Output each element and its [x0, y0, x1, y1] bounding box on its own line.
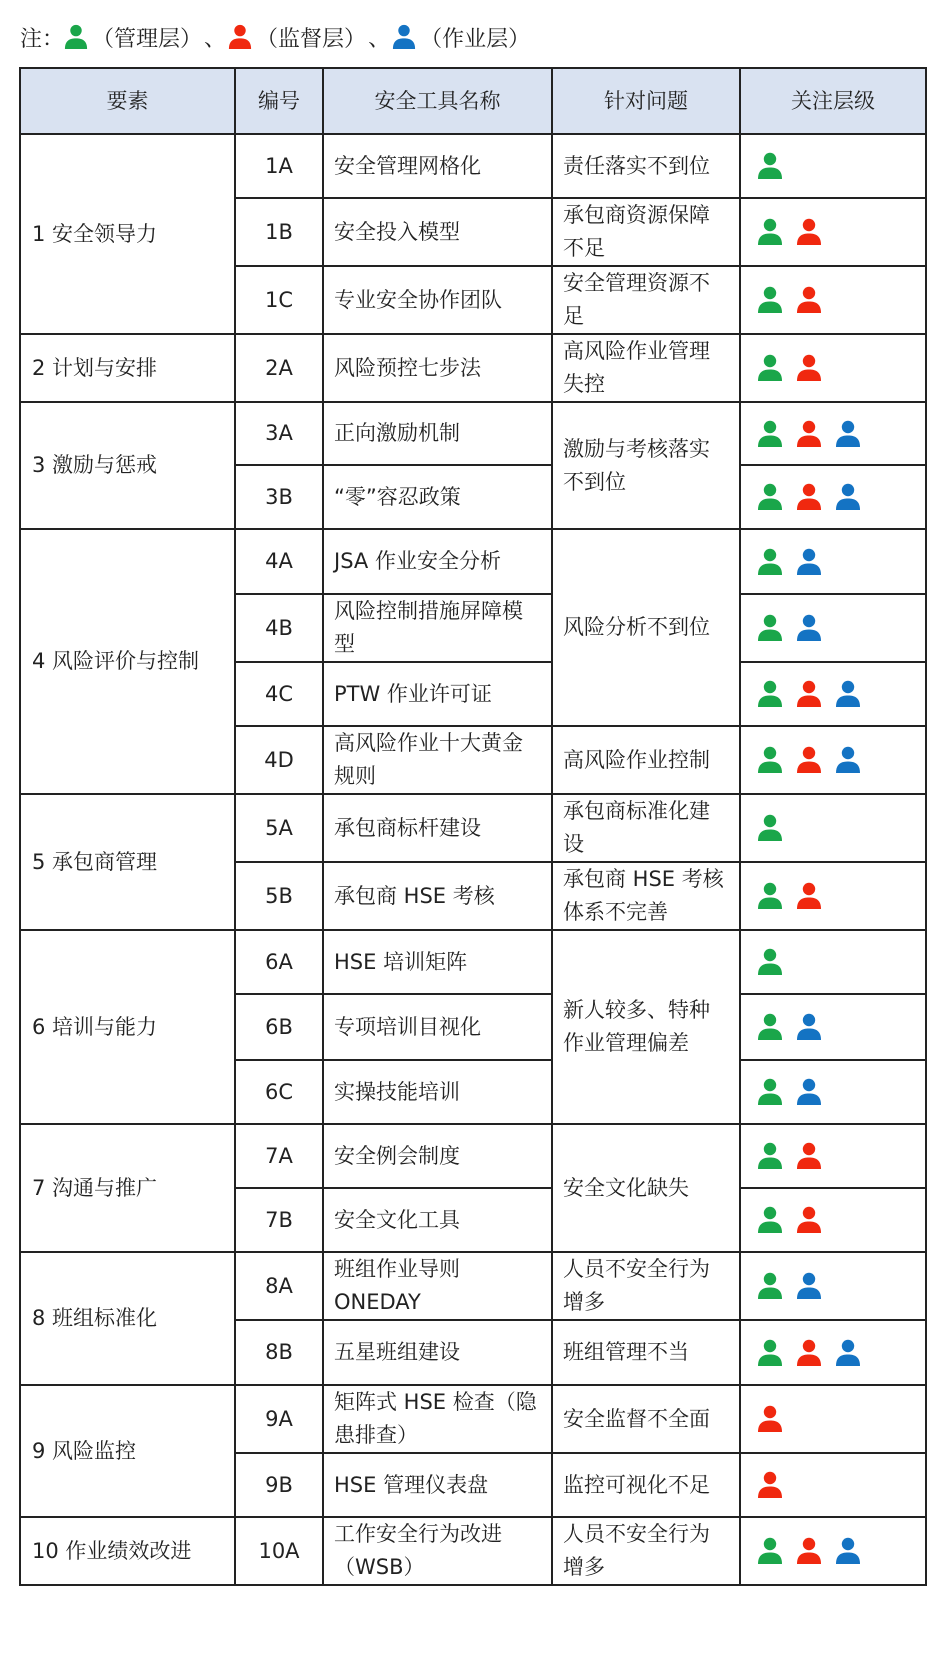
table-row [20, 402, 926, 465]
legend-separator: 、 [368, 26, 391, 52]
tool-name-cell: 矩阵式 HSE 检查（隐患排查） [323, 1385, 552, 1453]
issue-cell: 承包商资源保障不足 [552, 198, 740, 266]
level-icons [757, 743, 915, 777]
code-cell: 4A [235, 529, 323, 594]
issue-cell: 安全监督不全面 [552, 1385, 740, 1453]
code-cell: 4C [235, 662, 323, 726]
element-cell: 9 风险监控 [20, 1385, 235, 1517]
tool-name-cell: 五星班组建设 [323, 1320, 552, 1385]
tool-name-cell: 承包商标杆建设 [323, 794, 552, 862]
issue-cell: 高风险作业管理失控 [552, 334, 740, 402]
green-person-icon [757, 814, 783, 842]
level-icons [757, 1336, 915, 1370]
issue-cell: 人员不安全行为增多 [552, 1252, 740, 1320]
code-cell: 5B [235, 862, 323, 930]
green-person-icon [757, 1339, 783, 1367]
issue-cell: 责任落实不到位 [552, 134, 740, 198]
code-cell: 1A [235, 134, 323, 198]
header-focus-level: 关注层级 [740, 68, 926, 134]
red-person-icon [796, 1537, 822, 1565]
green-person-icon [757, 614, 783, 642]
level-icons [757, 945, 915, 979]
green-person-icon [757, 1272, 783, 1300]
focus-level-cell [740, 662, 926, 726]
issue-cell: 安全管理资源不足 [552, 266, 740, 334]
focus-level-cell [740, 1188, 926, 1252]
red-person-icon [796, 1339, 822, 1367]
legend-label-management: （管理层） [92, 26, 203, 52]
tool-name-cell: HSE 培训矩阵 [323, 930, 552, 994]
red-person-icon [796, 420, 822, 448]
blue-person-icon [796, 1078, 822, 1106]
table-row [20, 794, 926, 862]
focus-level-cell [740, 1453, 926, 1517]
code-cell: 8B [235, 1320, 323, 1385]
tool-name-cell: 正向激励机制 [323, 402, 552, 465]
red-person-icon [796, 1206, 822, 1234]
focus-level-cell [740, 726, 926, 794]
level-icons [757, 417, 915, 451]
focus-level-cell [740, 1252, 926, 1320]
green-person-icon [757, 286, 783, 314]
red-person-icon [796, 746, 822, 774]
issue-cell: 激励与考核落实不到位 [552, 402, 740, 529]
green-person-icon [757, 1537, 783, 1565]
code-cell: 1C [235, 266, 323, 334]
green-person-icon [757, 1142, 783, 1170]
green-person-icon [757, 354, 783, 382]
issue-cell: 高风险作业控制 [552, 726, 740, 794]
red-person-icon [796, 483, 822, 511]
blue-person-icon [796, 614, 822, 642]
level-icons [757, 879, 915, 913]
header-issue: 针对问题 [552, 68, 740, 134]
tool-name-cell: “零”容忍政策 [323, 465, 552, 529]
table-row [20, 334, 926, 402]
level-icons [757, 215, 915, 249]
issue-cell: 承包商标准化建设 [552, 794, 740, 862]
tool-name-cell: 实操技能培训 [323, 1060, 552, 1124]
blue-person-icon [835, 746, 861, 774]
code-cell: 9A [235, 1385, 323, 1453]
focus-level-cell [740, 1060, 926, 1124]
focus-level-cell [740, 134, 926, 198]
table-row [20, 134, 926, 198]
legend-label-supervision: （监督层） [256, 26, 367, 52]
blue-person-icon [835, 1339, 861, 1367]
tool-name-cell: PTW 作业许可证 [323, 662, 552, 726]
level-icons [757, 283, 915, 317]
green-person-icon [757, 746, 783, 774]
focus-level-cell [740, 1124, 926, 1188]
focus-level-cell [740, 198, 926, 266]
tool-name-cell: HSE 管理仪表盘 [323, 1453, 552, 1517]
legend-item-supervision [228, 22, 366, 53]
red-person-icon [796, 1142, 822, 1170]
code-cell: 10A [235, 1517, 323, 1585]
blue-person-icon [392, 24, 416, 50]
level-icons [757, 1010, 915, 1044]
focus-level-cell [740, 862, 926, 930]
tool-name-cell: 专项培训目视化 [323, 994, 552, 1060]
element-cell: 5 承包商管理 [20, 794, 235, 930]
focus-level-cell [740, 930, 926, 994]
tool-name-cell: 高风险作业十大黄金规则 [323, 726, 552, 794]
code-cell: 4B [235, 594, 323, 662]
level-icons [757, 351, 915, 385]
table-row [20, 1517, 926, 1585]
element-cell: 4 风险评价与控制 [20, 529, 235, 794]
table-row [20, 1385, 926, 1453]
table-body [20, 134, 926, 1585]
focus-level-cell [740, 334, 926, 402]
issue-cell: 新人较多、特种作业管理偏差 [552, 930, 740, 1124]
element-cell: 6 培训与能力 [20, 930, 235, 1124]
code-cell: 8A [235, 1252, 323, 1320]
level-icons [757, 1139, 915, 1173]
level-icons [757, 1269, 915, 1303]
level-icons [757, 149, 915, 183]
red-person-icon [796, 354, 822, 382]
code-cell: 7A [235, 1124, 323, 1188]
green-person-icon [757, 948, 783, 976]
green-person-icon [757, 483, 783, 511]
level-icons [757, 811, 915, 845]
green-person-icon [757, 882, 783, 910]
issue-cell: 安全文化缺失 [552, 1124, 740, 1252]
focus-level-cell [740, 1320, 926, 1385]
blue-person-icon [835, 483, 861, 511]
blue-person-icon [835, 680, 861, 708]
element-cell: 2 计划与安排 [20, 334, 235, 402]
tool-name-cell: 承包商 HSE 考核 [323, 862, 552, 930]
legend-label-operation: （作业层） [420, 26, 531, 52]
focus-level-cell [740, 794, 926, 862]
blue-person-icon [835, 1537, 861, 1565]
table-row [20, 529, 926, 594]
red-person-icon [757, 1471, 783, 1499]
red-person-icon [757, 1405, 783, 1433]
focus-level-cell [740, 1385, 926, 1453]
table-row [20, 1252, 926, 1320]
level-icons [757, 677, 915, 711]
element-cell: 8 班组标准化 [20, 1252, 235, 1385]
tool-name-cell: 班组作业导则ONEDAY [323, 1252, 552, 1320]
focus-level-cell [740, 402, 926, 465]
element-cell: 3 激励与惩戒 [20, 402, 235, 529]
red-person-icon [796, 882, 822, 910]
element-cell: 10 作业绩效改进 [20, 1517, 235, 1585]
blue-person-icon [796, 548, 822, 576]
code-cell: 6B [235, 994, 323, 1060]
tool-name-cell: 安全文化工具 [323, 1188, 552, 1252]
green-person-icon [64, 24, 88, 50]
green-person-icon [757, 1206, 783, 1234]
focus-level-cell [740, 594, 926, 662]
table-row [20, 1124, 926, 1188]
red-person-icon [796, 218, 822, 246]
focus-level-cell [740, 529, 926, 594]
red-person-icon [228, 24, 252, 50]
green-person-icon [757, 152, 783, 180]
issue-cell: 监控可视化不足 [552, 1453, 740, 1517]
blue-person-icon [796, 1272, 822, 1300]
issue-cell: 承包商 HSE 考核体系不完善 [552, 862, 740, 930]
red-person-icon [796, 680, 822, 708]
focus-level-cell [740, 1517, 926, 1585]
green-person-icon [757, 420, 783, 448]
tool-name-cell: 安全例会制度 [323, 1124, 552, 1188]
tool-name-cell: 工作安全行为改进（WSB） [323, 1517, 552, 1585]
code-cell: 9B [235, 1453, 323, 1517]
code-cell: 3A [235, 402, 323, 465]
code-cell: 7B [235, 1188, 323, 1252]
focus-level-cell [740, 994, 926, 1060]
code-cell: 4D [235, 726, 323, 794]
header-code: 编号 [235, 68, 323, 134]
issue-cell: 风险分析不到位 [552, 529, 740, 726]
level-icons [757, 1203, 915, 1237]
green-person-icon [757, 1078, 783, 1106]
blue-person-icon [796, 1013, 822, 1041]
level-icons [757, 1075, 915, 1109]
green-person-icon [757, 680, 783, 708]
table-row [20, 930, 926, 994]
legend-item-management [64, 22, 202, 53]
legend-prefix: 注： [20, 26, 65, 52]
level-icons [757, 1534, 915, 1568]
code-cell: 1B [235, 198, 323, 266]
tool-name-cell: 风险预控七步法 [323, 334, 552, 402]
code-cell: 2A [235, 334, 323, 402]
tool-name-cell: JSA 作业安全分析 [323, 529, 552, 594]
tool-name-cell: 安全投入模型 [323, 198, 552, 266]
safety-tools-table [19, 67, 927, 1586]
level-icons [757, 480, 915, 514]
level-icons [757, 1468, 915, 1502]
level-icons [757, 1402, 915, 1436]
level-icons [757, 611, 915, 645]
code-cell: 3B [235, 465, 323, 529]
legend [20, 20, 530, 54]
green-person-icon [757, 1013, 783, 1041]
table-header-row [20, 68, 926, 134]
issue-cell: 人员不安全行为增多 [552, 1517, 740, 1585]
legend-item-operation [392, 22, 530, 53]
blue-person-icon [835, 420, 861, 448]
code-cell: 6A [235, 930, 323, 994]
legend-separator: 、 [204, 26, 227, 52]
level-icons [757, 545, 915, 579]
header-tool-name: 安全工具名称 [323, 68, 552, 134]
focus-level-cell [740, 465, 926, 529]
code-cell: 6C [235, 1060, 323, 1124]
element-cell: 1 安全领导力 [20, 134, 235, 334]
issue-cell: 班组管理不当 [552, 1320, 740, 1385]
red-person-icon [796, 286, 822, 314]
green-person-icon [757, 548, 783, 576]
green-person-icon [757, 218, 783, 246]
header-element: 要素 [20, 68, 235, 134]
code-cell: 5A [235, 794, 323, 862]
tool-name-cell: 风险控制措施屏障模型 [323, 594, 552, 662]
focus-level-cell [740, 266, 926, 334]
element-cell: 7 沟通与推广 [20, 1124, 235, 1252]
tool-name-cell: 专业安全协作团队 [323, 266, 552, 334]
tool-name-cell: 安全管理网格化 [323, 134, 552, 198]
